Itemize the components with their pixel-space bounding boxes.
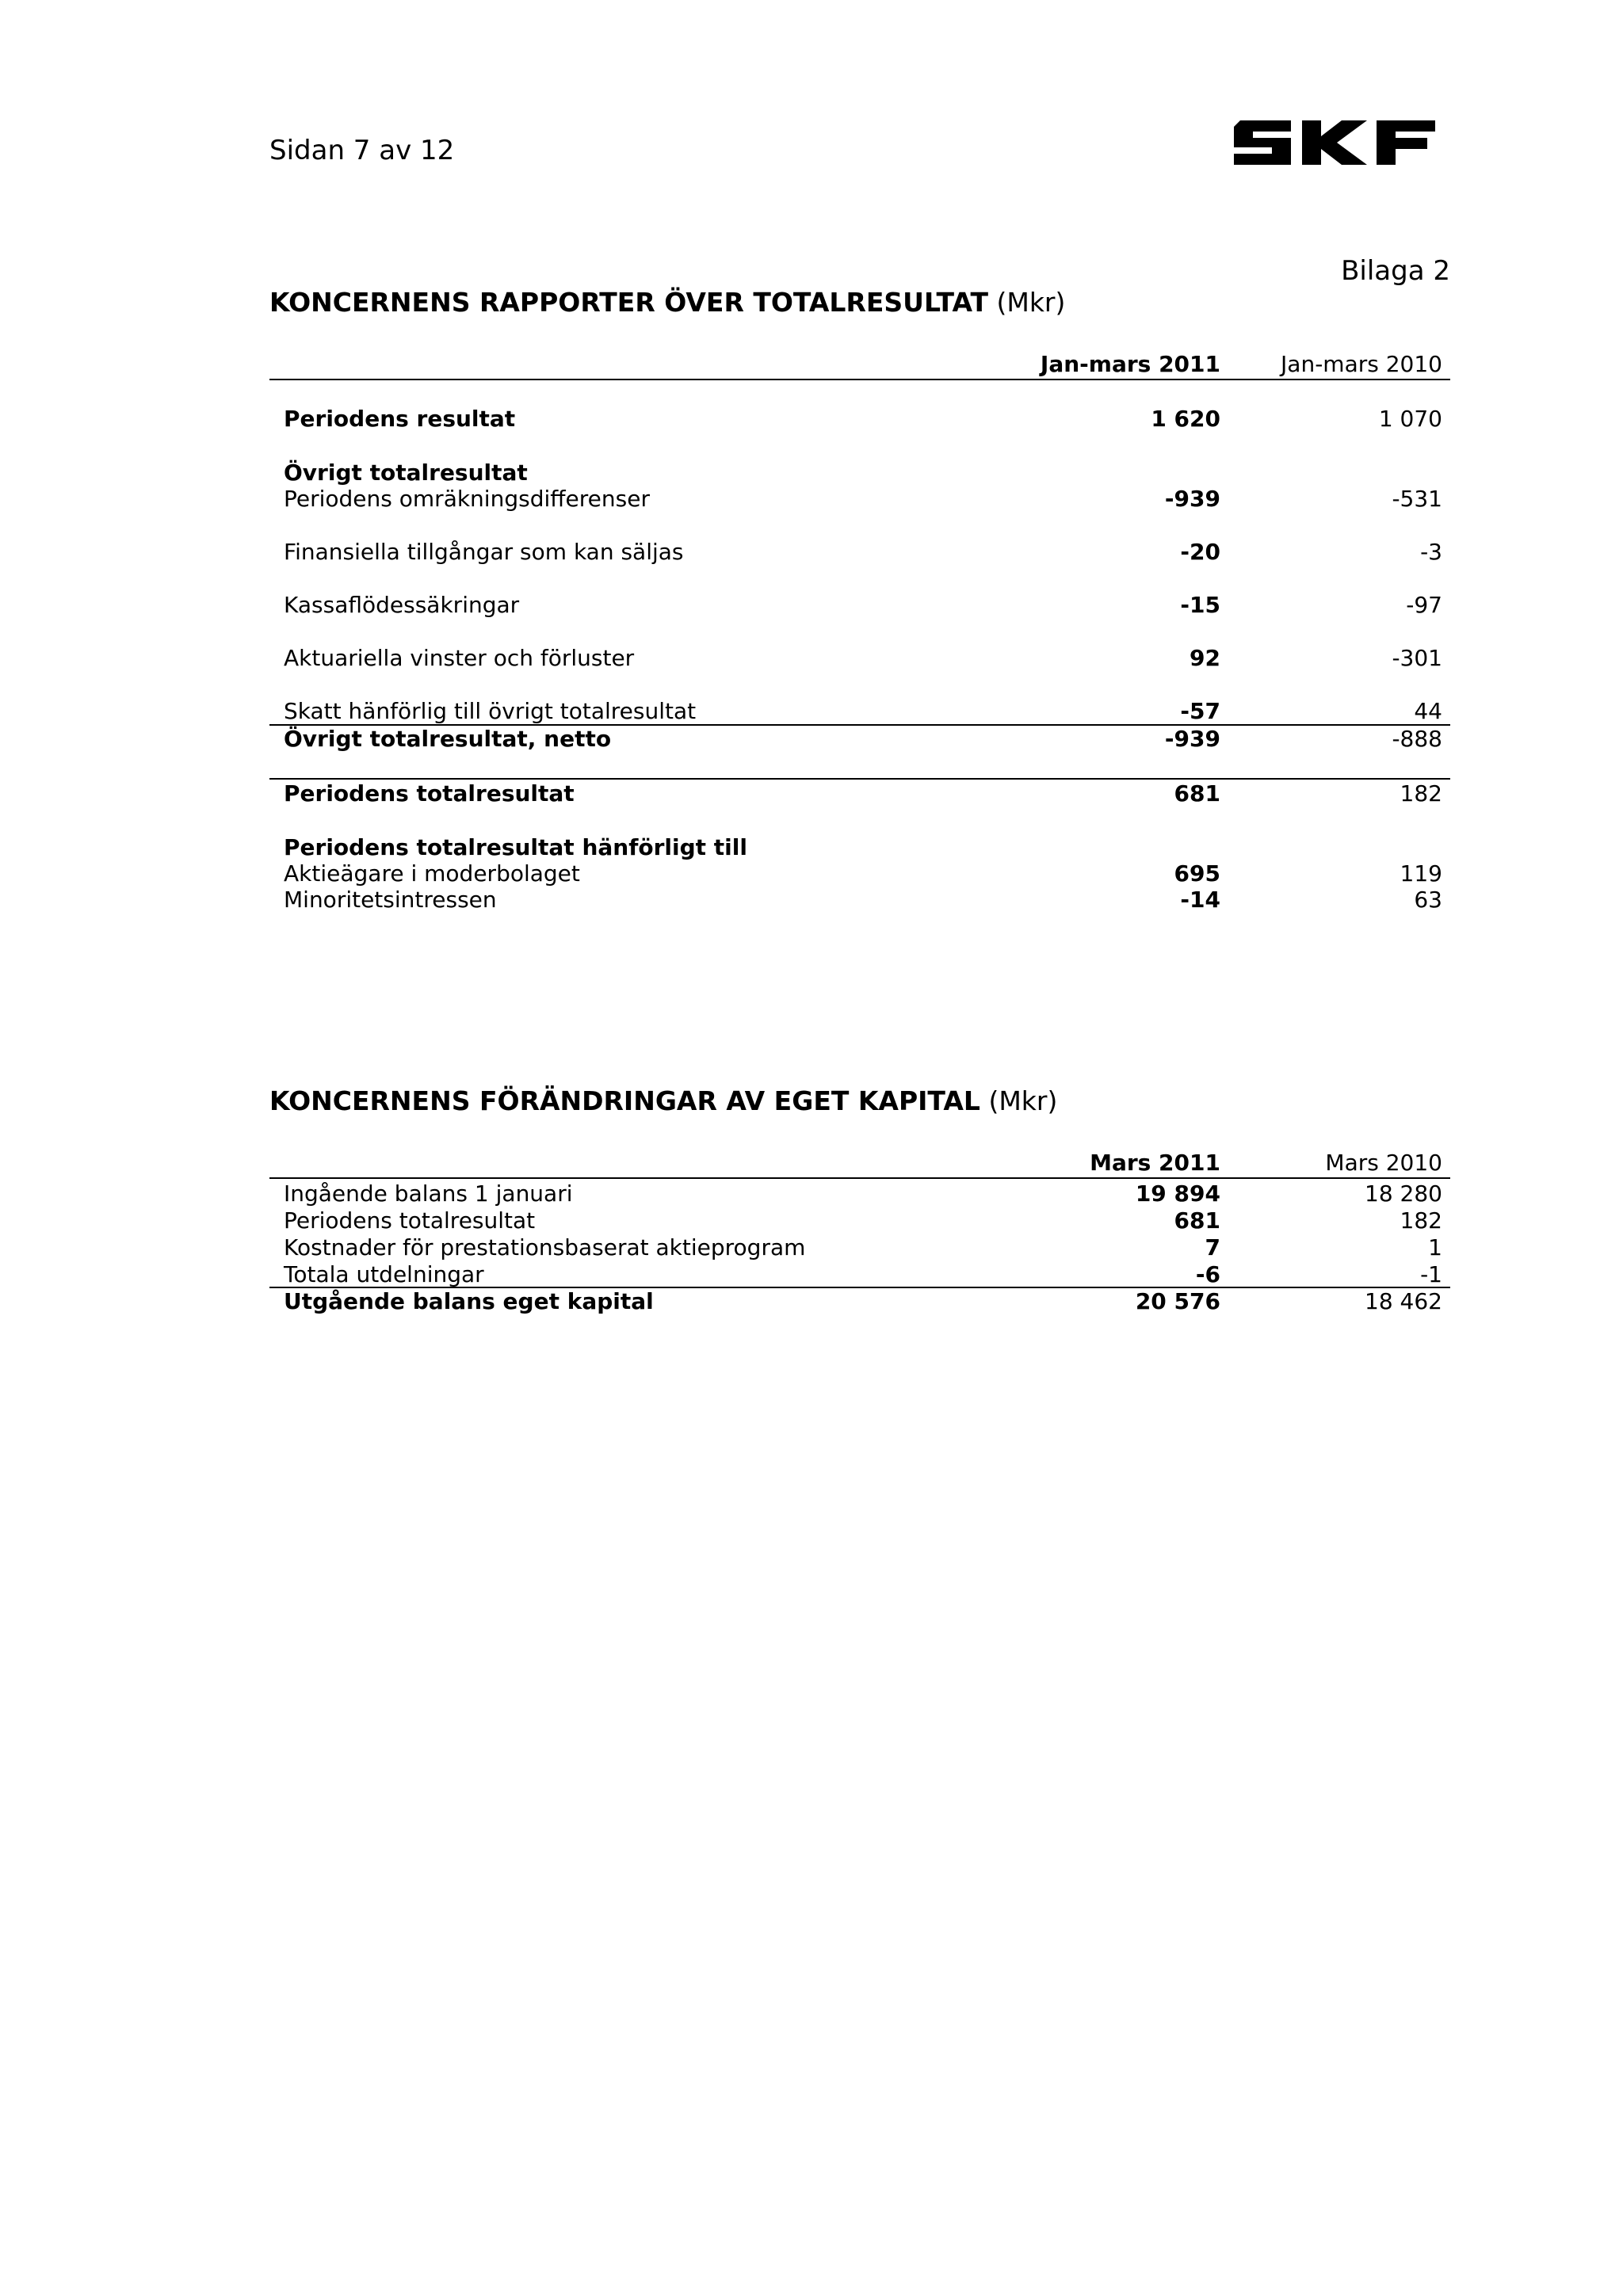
page-number: Sidan 7 av 12 <box>269 135 455 166</box>
appendix-label: Bilaga 2 <box>1341 255 1450 287</box>
table-header <box>269 1150 1450 1177</box>
divider <box>269 1177 1450 1179</box>
skf-logo <box>1232 119 1437 166</box>
column-header: Jan-mars 2011 <box>1040 351 1220 377</box>
table-row: Kassaflödessäkringar -15 -97 <box>284 592 1442 618</box>
divider <box>269 379 1450 380</box>
table-row: Periodens totalresultat 681 182 <box>284 780 1442 807</box>
column-header: Mars 2011 <box>1090 1150 1220 1176</box>
table-row: Minoritetsintressen -14 63 <box>284 887 1442 913</box>
table-row: Periodens resultat 1 620 1 070 <box>284 406 1442 432</box>
table-row: Periodens omräkningsdifferenser -939 -531 <box>284 486 1442 512</box>
table-row: Kostnader för prestationsbaserat aktieprogram 7 1 <box>284 1234 1442 1261</box>
column-header: Mars 2010 <box>1325 1150 1442 1176</box>
table-row: Övrigt totalresultat, netto -939 -888 <box>284 726 1442 752</box>
table-row: Övrigt totalresultat <box>284 460 528 486</box>
table-header <box>269 351 1450 378</box>
table-row: Periodens totalresultat 681 182 <box>284 1207 1442 1234</box>
table-row: Aktieägare i moderbolaget 695 119 <box>284 860 1442 887</box>
divider <box>269 778 1450 780</box>
column-header: Jan-mars 2010 <box>1281 351 1442 377</box>
comprehensive-income-title: KONCERNENS RAPPORTER ÖVER TOTALRESULTAT (Mkr) <box>269 287 1066 318</box>
table-row: Utgående balans eget kapital 20 576 18 462 <box>284 1288 1442 1314</box>
table-row: Skatt hänförlig till övrigt totalresultat -57 44 <box>284 698 1442 724</box>
table-row: Ingående balans 1 januari 19 894 18 280 <box>284 1180 1442 1207</box>
table-row: Periodens totalresultat hänförligt till <box>284 834 747 860</box>
table-row: Totala utdelningar -6 -1 <box>284 1261 1442 1287</box>
equity-changes-title: KONCERNENS FÖRÄNDRINGAR AV EGET KAPITAL (Mkr) <box>269 1085 1058 1116</box>
table-row: Aktuariella vinster och förluster 92 -301 <box>284 645 1442 671</box>
table-row: Finansiella tillgångar som kan säljas -20 -3 <box>284 539 1442 565</box>
